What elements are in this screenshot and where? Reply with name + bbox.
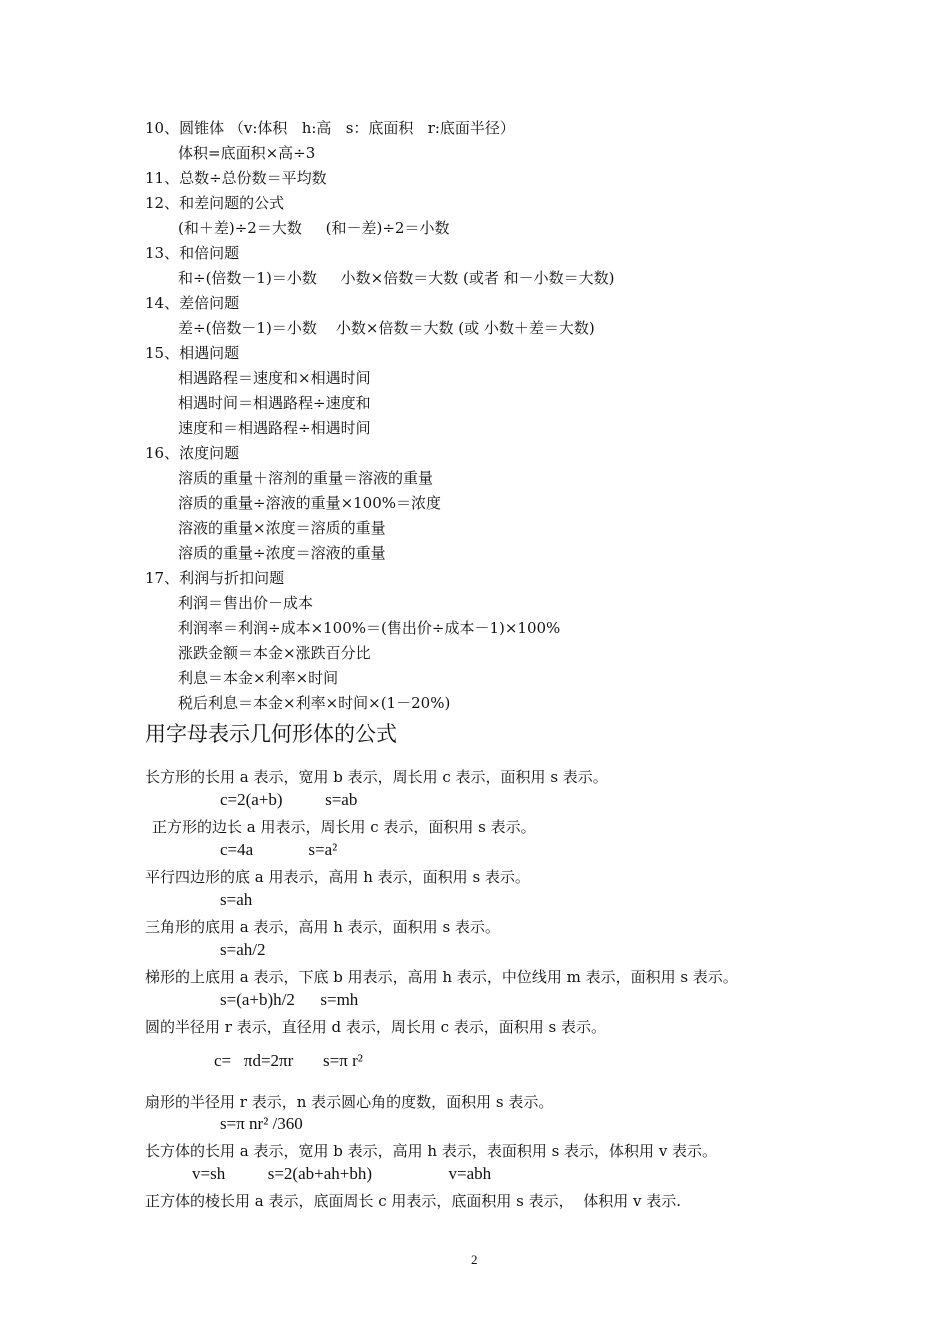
formula-line: 相遇时间＝相遇路程÷速度和 xyxy=(178,394,371,412)
formula-line: 体积=底面积×高÷3 xyxy=(178,144,316,162)
formula-line: 利润＝售出价－成本 xyxy=(178,594,314,612)
geometry-description: 扇形的半径用 r 表示，n 表示圆心角的度数，面积用 s 表示。 xyxy=(145,1093,554,1111)
formula-line: 溶液的重量×浓度＝溶质的重量 xyxy=(178,519,386,537)
formula-line: 溶质的重量÷溶液的重量×100%＝浓度 xyxy=(178,494,442,512)
geometry-formula: s=(a+b)h/2 s=mh xyxy=(220,990,359,1009)
geometry-description: 正方形的边长 a 用表示，周长用 c 表示，面积用 s 表示。 xyxy=(152,818,536,836)
geometry-formula: v=sh s=2(ab+ah+bh) v=abh xyxy=(192,1164,492,1183)
formula-line: 速度和＝相遇路程÷相遇时间 xyxy=(178,419,371,437)
geometry-formula: c= πd=2πr s=π r² xyxy=(214,1051,363,1070)
formula-line: 12、和差问题的公式 xyxy=(145,194,285,212)
formula-line: 溶质的重量÷浓度＝溶液的重量 xyxy=(178,544,386,562)
formula-line: 溶质的重量＋溶剂的重量＝溶液的重量 xyxy=(178,469,434,487)
formula-line: 利润率＝利润÷成本×100%＝(售出价÷成本－1)×100% xyxy=(178,619,561,637)
geometry-description: 平行四边形的底 a 用表示，高用 h 表示，面积用 s 表示。 xyxy=(145,868,530,886)
geometry-formula: c=2(a+b) s=ab xyxy=(220,790,358,809)
formula-line: 差÷(倍数－1)＝小数 小数×倍数＝大数 (或 小数＋差＝大数) xyxy=(178,319,595,337)
formula-line: 15、相遇问题 xyxy=(145,344,240,362)
formula-line: 涨跌金额＝本金×涨跌百分比 xyxy=(178,644,371,662)
formula-line: (和＋差)÷2＝大数 (和－差)÷2＝小数 xyxy=(178,219,450,237)
formula-line: 税后利息＝本金×利率×时间×(1－20%) xyxy=(178,694,451,712)
geometry-description: 圆的半径用 r 表示，直径用 d 表示，周长用 c 表示，面积用 s 表示。 xyxy=(145,1018,607,1036)
section-title: 用字母表示几何形体的公式 xyxy=(145,722,397,746)
geometry-formula: s=ah/2 xyxy=(220,940,266,959)
geometry-formula: c=4a s=a² xyxy=(220,840,338,859)
formula-line: 14、差倍问题 xyxy=(145,294,240,312)
page-number: 2 xyxy=(471,1252,478,1267)
formula-line: 16、浓度问题 xyxy=(145,444,240,462)
geometry-description: 长方形的长用 a 表示，宽用 b 表示，周长用 c 表示，面积用 s 表示。 xyxy=(145,768,608,786)
geometry-description: 梯形的上底用 a 表示，下底 b 用表示，高用 h 表示，中位线用 m 表示，面积用 s 表示。 xyxy=(145,968,738,986)
geometry-description: 正方体的棱长用 a 表示，底面周长 c 用表示，底面积用 s 表示， 体积用 v 表示. xyxy=(145,1192,681,1210)
formula-line: 17、利润与折扣问题 xyxy=(145,569,285,587)
geometry-description: 三角形的底用 a 表示，高用 h 表示，面积用 s 表示。 xyxy=(145,918,500,936)
formula-line: 11、总数÷总份数＝平均数 xyxy=(145,169,327,187)
formula-line: 10、圆锥体 （v:体积 h:高 s：底面积 r:底面半径） xyxy=(145,119,515,137)
formula-line: 利息＝本金×利率×时间 xyxy=(178,669,339,687)
geometry-description: 长方体的长用 a 表示，宽用 b 表示，高用 h 表示，表面积用 s 表示，体积用 v 表示。 xyxy=(145,1142,718,1160)
geometry-formula: s=ah xyxy=(220,890,253,909)
formula-line: 和÷(倍数－1)＝小数 小数×倍数＝大数 (或者 和－小数＝大数) xyxy=(178,269,615,287)
formula-line: 相遇路程＝速度和×相遇时间 xyxy=(178,369,371,387)
geometry-formula: s=π nr² /360 xyxy=(220,1114,303,1133)
formula-line: 13、和倍问题 xyxy=(145,244,240,262)
